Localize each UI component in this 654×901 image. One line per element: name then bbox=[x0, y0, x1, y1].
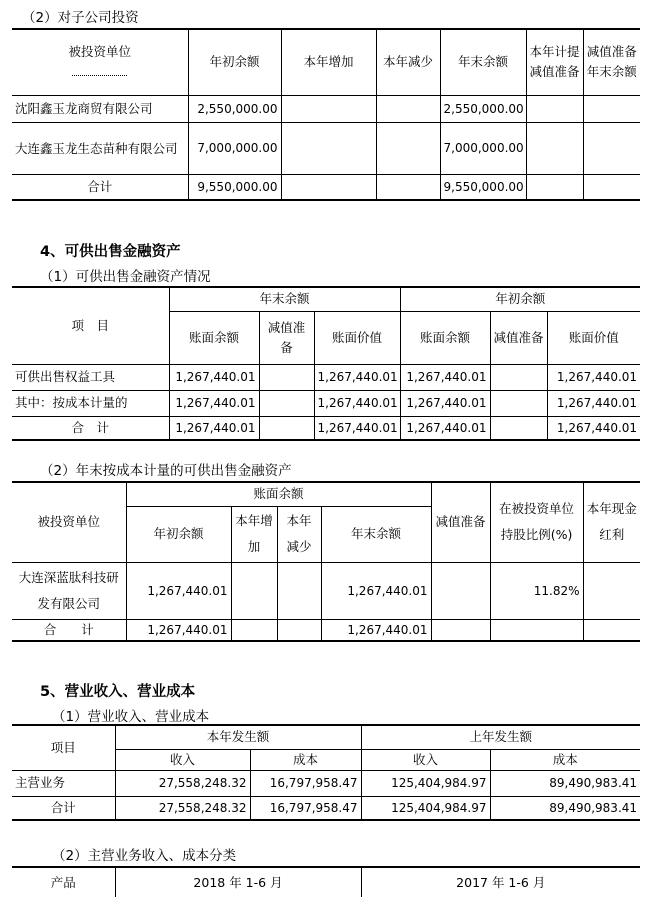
header-investee: 被投资单位 bbox=[12, 29, 188, 95]
section-4-subtitle-2: （2）年末按成本计量的可供出售金融资产 bbox=[40, 463, 292, 479]
header-prior-year: 上年发生额 bbox=[361, 725, 640, 749]
header-begin: 年初余额 bbox=[126, 506, 231, 562]
header-end: 年末余额 bbox=[321, 506, 431, 562]
header-cost: 成本 bbox=[490, 749, 640, 770]
header-year-end: 年末余额 bbox=[169, 287, 400, 311]
header-book-value: 账面价值 bbox=[314, 311, 400, 364]
table-row: 大连鑫玉龙生态苗种有限公司 7,000,000.00 7,000,000.00 bbox=[12, 122, 640, 174]
header-item: 项 目 bbox=[12, 287, 169, 364]
header-increase: 本年增加 bbox=[281, 29, 376, 95]
subsidiary-investment-subtitle: （2）对子公司投资 bbox=[22, 10, 139, 26]
header-impairment: 减值准备 bbox=[259, 311, 314, 364]
table-total-row: 合 计 1,267,440.01 1,267,440.01 bbox=[12, 619, 640, 641]
header-investee: 被投资单位 bbox=[12, 482, 126, 562]
table-total-row: 合计 27,558,248.32 16,797,958.47 125,404,984.97 89,490,983.41 bbox=[12, 796, 640, 820]
table-row: 可供出售权益工具 1,267,440.01 1,267,440.01 1,267,440.01 1,267,440.01 bbox=[12, 364, 640, 390]
table-total-row: 合 计 1,267,440.01 1,267,440.01 1,267,440.01 1,267,440.01 bbox=[12, 416, 640, 440]
header-current-year: 本年发生额 bbox=[115, 725, 361, 749]
table-row: 大连深蓝肽科技研发有限公司 1,267,440.01 1,267,440.01 11.82% bbox=[12, 562, 640, 619]
header-book-value: 账面价值 bbox=[547, 311, 640, 364]
header-book-balance: 账面余额 bbox=[400, 311, 490, 364]
header-holding-ratio: 在被投资单位持股比例(%) bbox=[490, 482, 583, 562]
header-impair-end: 减值准备年末余额 bbox=[583, 29, 640, 95]
revenue-cost-table bbox=[12, 724, 640, 821]
table-total-row: 合计 9,550,000.00 9,550,000.00 bbox=[12, 174, 640, 200]
header-product: 产品 bbox=[12, 867, 115, 897]
header-revenue: 收入 bbox=[361, 749, 490, 770]
table-row: 沈阳鑫玉龙商贸有限公司 2,550,000.00 2,550,000.00 bbox=[12, 95, 640, 122]
header-increase: 本年增加 bbox=[231, 506, 277, 562]
table-row: 其中：按成本计量的 1,267,440.01 1,267,440.01 1,267,440.01 1,267,440.01 bbox=[12, 390, 640, 416]
section-4-subtitle-1: （1）可供出售金融资产情况 bbox=[40, 269, 211, 285]
section-4-title: 4、可供出售金融资产 bbox=[40, 244, 181, 260]
table-row: 主营业务 27,558,248.32 16,797,958.47 125,404,984.97 89,490,983.41 bbox=[12, 770, 640, 796]
product-breakdown-table bbox=[12, 866, 640, 897]
header-2017h1: 2017 年 1-6 月 bbox=[361, 867, 640, 897]
header-impair-current: 本年计提减值准备 bbox=[526, 29, 583, 95]
section-5-subtitle-2: （2）主营业务收入、成本分类 bbox=[52, 848, 237, 864]
header-book-balance: 账面余额 bbox=[169, 311, 259, 364]
header-2018h1: 2018 年 1-6 月 bbox=[115, 867, 361, 897]
header-end: 年末余额 bbox=[440, 29, 526, 95]
header-book-balance-group: 账面余额 bbox=[126, 482, 431, 506]
header-impairment: 减值准备 bbox=[431, 482, 490, 562]
afs-assets-table bbox=[12, 286, 640, 441]
header-impairment: 减值准备 bbox=[490, 311, 547, 364]
header-item: 项目 bbox=[12, 725, 115, 770]
header-begin: 年初余额 bbox=[188, 29, 281, 95]
afs-cost-table bbox=[12, 481, 640, 642]
header-decrease: 本年减少 bbox=[376, 29, 440, 95]
header-cost: 成本 bbox=[250, 749, 361, 770]
subsidiary-investment-table bbox=[12, 28, 640, 201]
header-year-begin: 年初余额 bbox=[400, 287, 640, 311]
header-decrease: 本年减少 bbox=[277, 506, 321, 562]
header-cash-dividend: 本年现金红利 bbox=[583, 482, 640, 562]
section-5-title: 5、营业收入、营业成本 bbox=[40, 684, 196, 700]
section-5-subtitle-1: （1）营业收入、营业成本 bbox=[52, 709, 210, 725]
header-revenue: 收入 bbox=[115, 749, 250, 770]
